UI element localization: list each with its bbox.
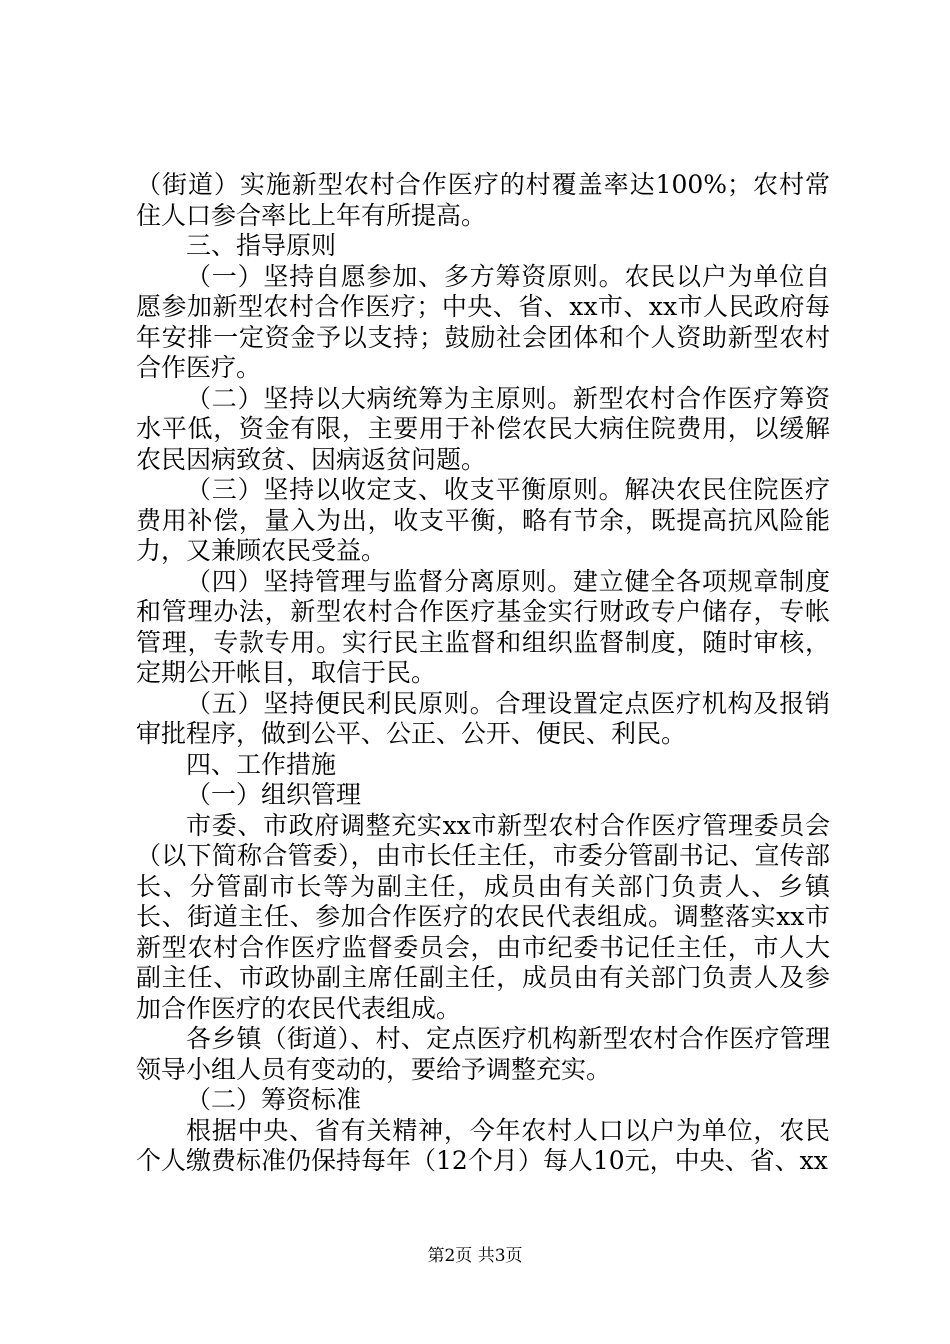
heading-guiding-principles: 三、指导原则 bbox=[186, 231, 337, 260]
paragraph-management-committee: 市委、市政府调整充实xx市新型农村合作医疗管理委员会（以下简称合管委），由市长任主任，市委分管副书记、宣传部长、分管副市长等为副主任，成员由有关部门负责人、乡镇长、街道主任、参加合作医疗的农民代表组成。调整落实xx市新型农村合作医疗监督委员会，由市纪委书记任主任，市人大副主任、市政协副主席任副主任，成员由有关部门负责人及参加合作医疗的农民代表组成。 bbox=[136, 810, 830, 1023]
heading-organization-management: （一）组织管理 bbox=[186, 780, 362, 809]
paragraph-funding-standard: 根据中央、省有关精神，今年农村人口以户为单位，农民个人缴费标准仍保持每年（12个月）每人10元，中央、省、xx bbox=[136, 1115, 830, 1175]
paragraph-principle-5: （五）坚持便民利民原则。合理设置定点医疗机构及报销审批程序，做到公平、公正、公开、便民、利民。 bbox=[136, 688, 830, 748]
document-body bbox=[136, 170, 830, 1177]
paragraph-principle-4: （四）坚持管理与监督分离原则。建立健全各项规章制度和管理办法，新型农村合作医疗基金实行财政专户储存，专帐管理，专款专用。实行民主监督和组织监督制度，随时审核，定期公开帐目，取信于民。 bbox=[136, 566, 830, 687]
heading-funding-standard: （二）筹资标准 bbox=[186, 1085, 362, 1114]
paragraph-principle-1: （一）坚持自愿参加、多方筹资原则。农民以户为单位自愿参加新型农村合作医疗；中央、省、xx市、xx市人民政府每年安排一定资金予以支持；鼓励社会团体和个人资助新型农村合作医疗。 bbox=[136, 261, 830, 382]
paragraph-coverage-rate: （街道）实施新型农村合作医疗的村覆盖率达100%；农村常住人口参合率比上年有所提高。 bbox=[136, 170, 830, 230]
page-footer bbox=[0, 1246, 950, 1266]
page-number-label: 第2页 共3页 bbox=[427, 1246, 523, 1266]
paragraph-principle-2: （二）坚持以大病统筹为主原则。新型农村合作医疗筹资水平低，资金有限，主要用于补偿农民大病住院费用，以缓解农民因病致贫、因病返贫问题。 bbox=[136, 383, 830, 474]
paragraph-leadership-groups: 各乡镇（街道）、村、定点医疗机构新型农村合作医疗管理领导小组人员有变动的，要给予调整充实。 bbox=[136, 1024, 830, 1084]
heading-work-measures: 四、工作措施 bbox=[186, 749, 337, 779]
paragraph-principle-3: （三）坚持以收定支、收支平衡原则。解决农民住院医疗费用补偿，量入为出，收支平衡，略有节余，既提高抗风险能力，又兼顾农民受益。 bbox=[136, 475, 830, 565]
